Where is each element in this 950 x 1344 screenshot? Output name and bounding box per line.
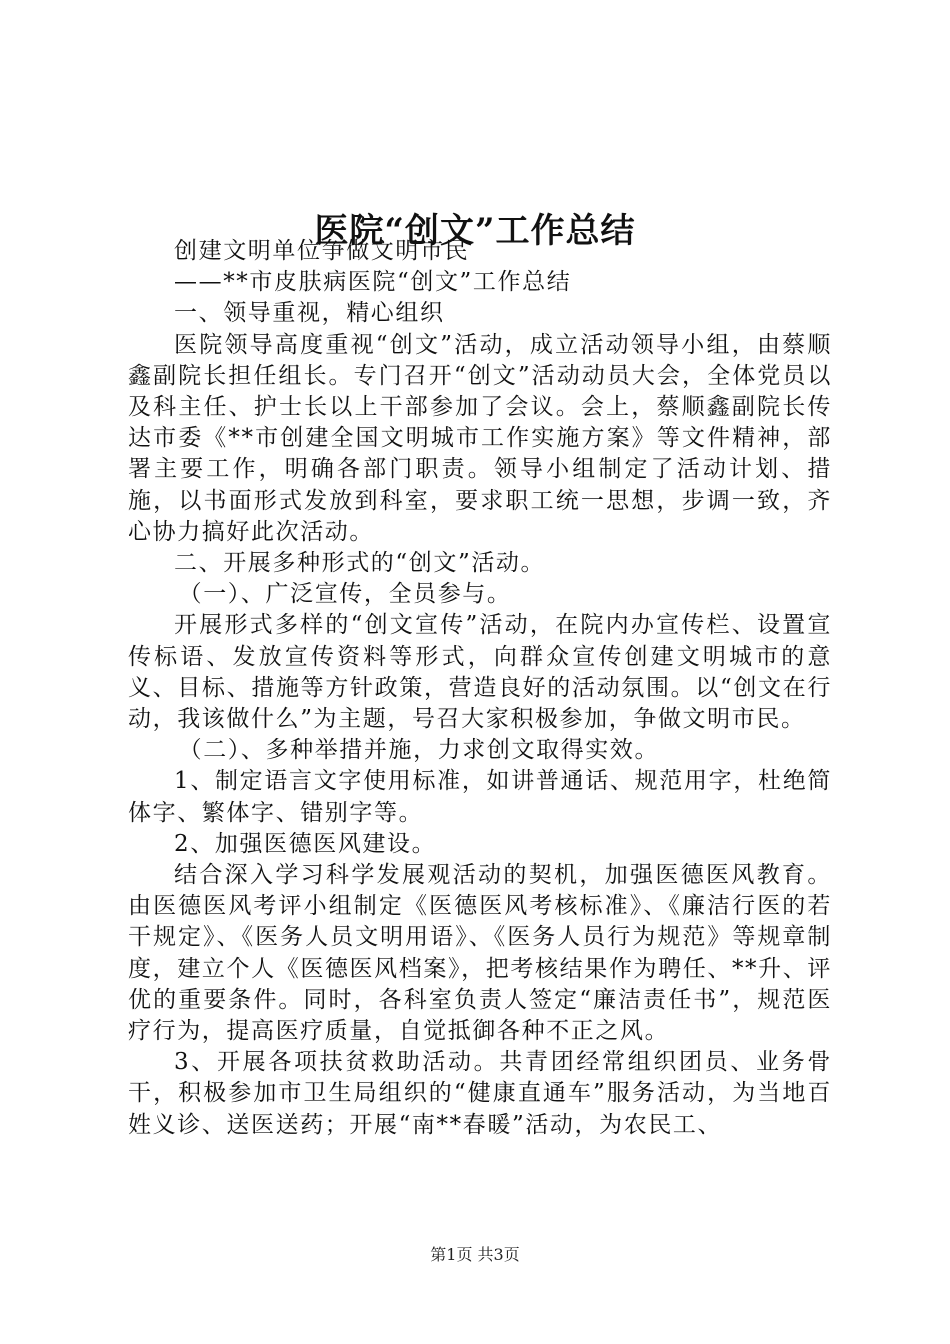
section-heading: 一、领导重视，精心组织 <box>174 300 445 327</box>
page-number-footer: 第1页 共3页 <box>430 1245 520 1264</box>
subtitle-line: 创建文明单位争做文明市民 <box>174 238 470 264</box>
document-title: 医院“创文”工作总结 <box>314 210 636 251</box>
document-body <box>128 236 832 1141</box>
subsection-heading: （二）、多种举措并施，力求创文取得实效。 <box>178 737 660 764</box>
section-heading: 二、开展多种形式的“创文”活动。 <box>174 550 546 577</box>
subtitle-source-line: ——**市皮肤病医院“创文”工作总结 <box>174 269 572 296</box>
list-item: 2、加强医德医风建设。 <box>174 830 437 857</box>
paragraph: 医院领导高度重视“创文”活动，成立活动领导小组，由蔡顺鑫副院长担任组长。专门召开“创文”活动动员大会，全体党员以及科主任、护士长以上干部参加了会议。会上，蔡顺鑫副院长传达市委《**市创建全国文明城市工作实施方案》等文件精神，部署主要工作，明确各部门职责。领导小组制定了活动计划、措施，以书面形式发放到科室，要求职工统一思想，步调一致，齐心协力搞好此次活动。 <box>128 331 832 545</box>
paragraph: 开展形式多样的“创文宣传”活动，在院内办宣传栏、设置宣传标语、发放宣传资料等形式，向群众宣传创建文明城市的意义、目标、措施等方针政策，营造良好的活动氛围。以“创文在行动，我该做什么”为主题，号召大家积极参加，争做文明市民。 <box>128 612 832 733</box>
list-item: 1、制定语言文字使用标准，如讲普通话、规范用字，杜绝简体字、繁体字、错别字等。 <box>128 768 832 826</box>
paragraph: 结合深入学习科学发展观活动的契机，加强医德医风教育。由医德医风考评小组制定《医德医风考核标准》、《廉洁行医的若干规定》、《医务人员文明用语》、《医务人员行为规范》等规章制度，建立个人《医德医风档案》，把考核结果作为聘任、**升、评优的重要条件。同时，各科室负责人签定“廉洁责任书”，规范医疗行为，提高医疗质量，自觉抵御各种不正之风。 <box>128 862 832 1045</box>
list-item: 3、开展各项扶贫救助活动。共青团经常组织团员、业务骨干，积极参加市卫生局组织的“健康直通车”服务活动，为当地百姓义诊、送医送药；开展“南**春暖”活动，为农民工、 <box>128 1049 832 1138</box>
subsection-heading: （一）、广泛宣传，全员参与。 <box>178 581 512 608</box>
